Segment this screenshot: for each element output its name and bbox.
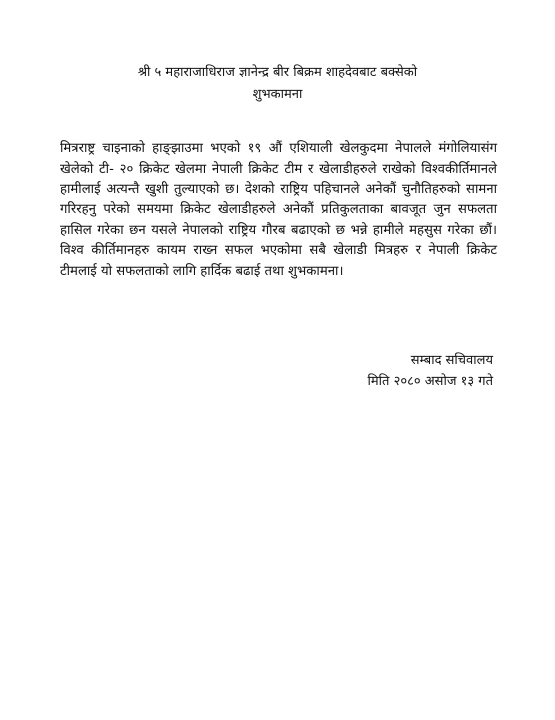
message-body: मित्रराष्ट्र चाइनाको हाङ्झाउमा भएको १९ औं एशियाली खेलकुदमा नेपालले मंगोलियासंग खेलेको टी- २० क्रिकेट खेलमा नेपाली क्रिकेट टीम र खेलाडीहरुले राखेको विश्वकीर्तिमानले हामीलाई अत्यन्तै खुशी तुल्याएको छ। देशको राष्ट्रिय पहिचानले अनेकौं चुनौतिहरुको सामना गरिरहनु परेको समयमा क्रिकेट खेलाडीहरुले अनेकौं प्रतिकुलताका बावजूत जुन सफलता हासिल गरेका छन यसले नेपालको राष्ट्रिय गौरब बढाएको छ भन्ने हामीले महसुस गरेका छौं। विश्व कीर्तिमानहरु कायम राख्न सफल भएकोमा सबै खेलाडी मित्रहरु र नेपाली क्रिकेट टीमलाई यो सफलताको लागि हार्दिक बढाई तथा शुभकामना। bbox=[60, 141, 497, 279]
title-line-1: श्री ५ महाराजाधिराज ज्ञानेन्द्र बीर बिक्रम शाहदेवबाट बक्सेको bbox=[137, 65, 418, 80]
signature-block bbox=[368, 350, 493, 392]
date-line: मिति २०८० असोज १३ गते bbox=[367, 374, 493, 389]
title-line-2: शुभकामना bbox=[252, 87, 303, 102]
signatory: सम्बाद सचिवालय bbox=[410, 353, 493, 368]
document-title bbox=[60, 62, 495, 106]
